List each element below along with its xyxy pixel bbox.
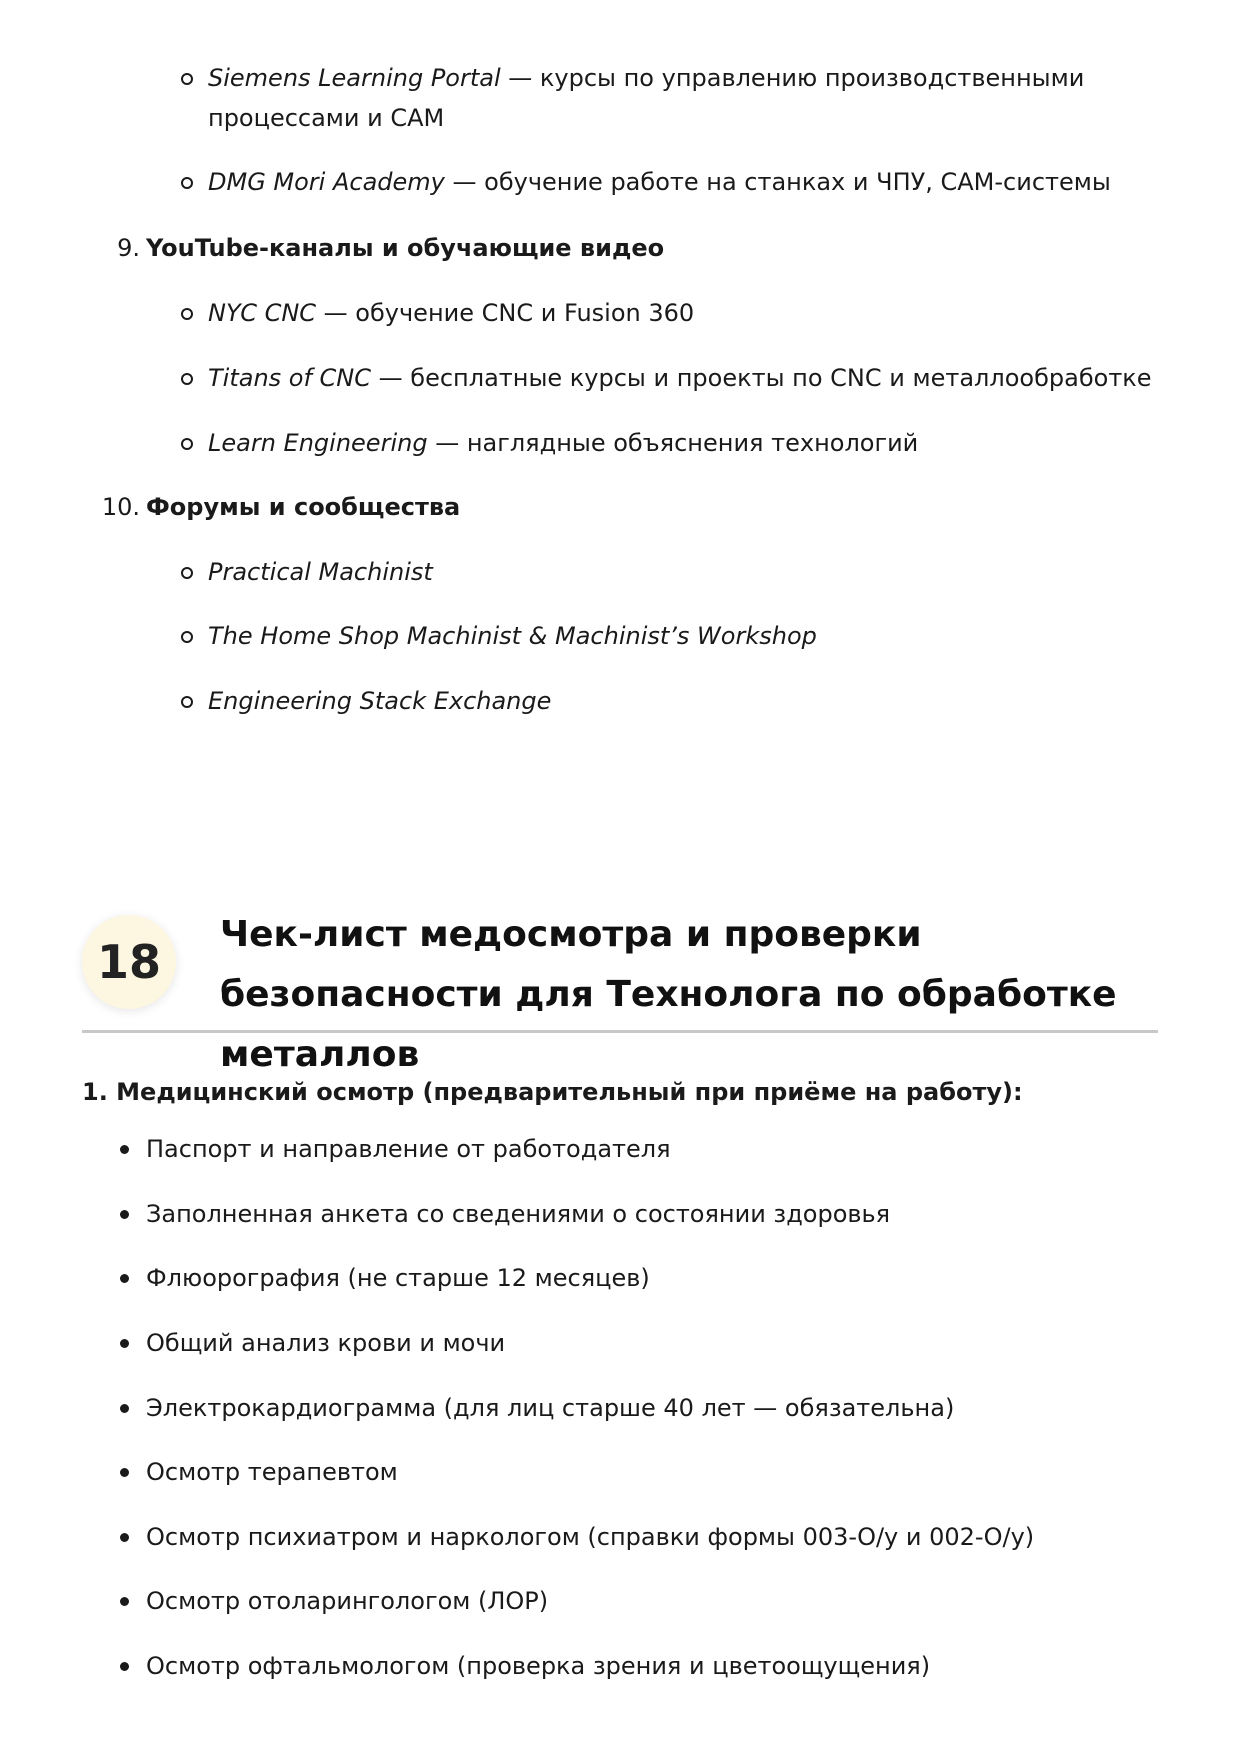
checklist-item: Электрокардиограмма (для лиц старше 40 лет — обязательна) (146, 1394, 955, 1422)
list-item (208, 293, 1168, 333)
section-title: Чек-лист медосмотра и проверки безопасности для Технолога по обработке металлов (220, 914, 1117, 1075)
list-item (208, 423, 1168, 463)
resource-desc: — бесплатные курсы и проекты по CNC и металлообработке (371, 364, 1152, 392)
resource-name: Learn Engineering (208, 429, 428, 457)
checklist-item: Паспорт и направление от работодателя (146, 1135, 671, 1163)
resource-name: Engineering Stack Exchange (208, 687, 552, 715)
checklist-item: Осмотр психиатром и наркологом (справки формы 003-О/у и 002-О/у) (146, 1523, 1035, 1551)
resource-name: NYC CNC (208, 299, 317, 327)
resource-desc: — курсы по управлению производственными процессами и CAM (208, 64, 1085, 132)
item-number: 10. (101, 493, 140, 521)
numbered-item-9 (117, 232, 665, 264)
checklist-item: Флюорография (не старше 12 месяцев) (146, 1264, 650, 1292)
resource-name: The Home Shop Machinist & Machinist’s Workshop (208, 622, 817, 650)
list-item (208, 616, 1168, 656)
checklist-item: Общий анализ крови и мочи (146, 1329, 506, 1357)
checklist-item: Заполненная анкета со сведениями о состоянии здоровья (146, 1200, 891, 1228)
checklist-heading: 1. Медицинский осмотр (предварительный при приёме на работу): (82, 1078, 1023, 1106)
list-item (208, 358, 1168, 398)
list-item (208, 681, 1168, 721)
item-title: Форумы и сообщества (146, 493, 461, 521)
resource-name: Siemens Learning Portal (208, 64, 501, 92)
checklist-item: Осмотр терапевтом (146, 1458, 398, 1486)
resource-desc: — наглядные объяснения технологий (427, 429, 919, 457)
list-item (208, 162, 1168, 202)
resource-name: DMG Mori Academy (208, 168, 445, 196)
resource-desc: — обучение CNC и Fusion 360 (316, 299, 695, 327)
section-divider (82, 1030, 1158, 1033)
resource-name: Titans of CNC (208, 364, 372, 392)
section-number-badge: 18 (82, 915, 176, 1009)
checklist-item: Осмотр офтальмологом (проверка зрения и цветоощущения) (146, 1652, 931, 1680)
item-title: YouTube-каналы и обучающие видео (146, 234, 665, 262)
list-item (208, 552, 1168, 592)
list-item (208, 58, 1168, 138)
item-number: 9. (117, 234, 140, 262)
resource-desc: — обучение работе на станках и ЧПУ, CAM-системы (444, 168, 1111, 196)
checklist-item: Осмотр отоларингологом (ЛОР) (146, 1587, 549, 1615)
resource-name: Practical Machinist (208, 558, 433, 586)
numbered-item-10 (101, 491, 461, 523)
